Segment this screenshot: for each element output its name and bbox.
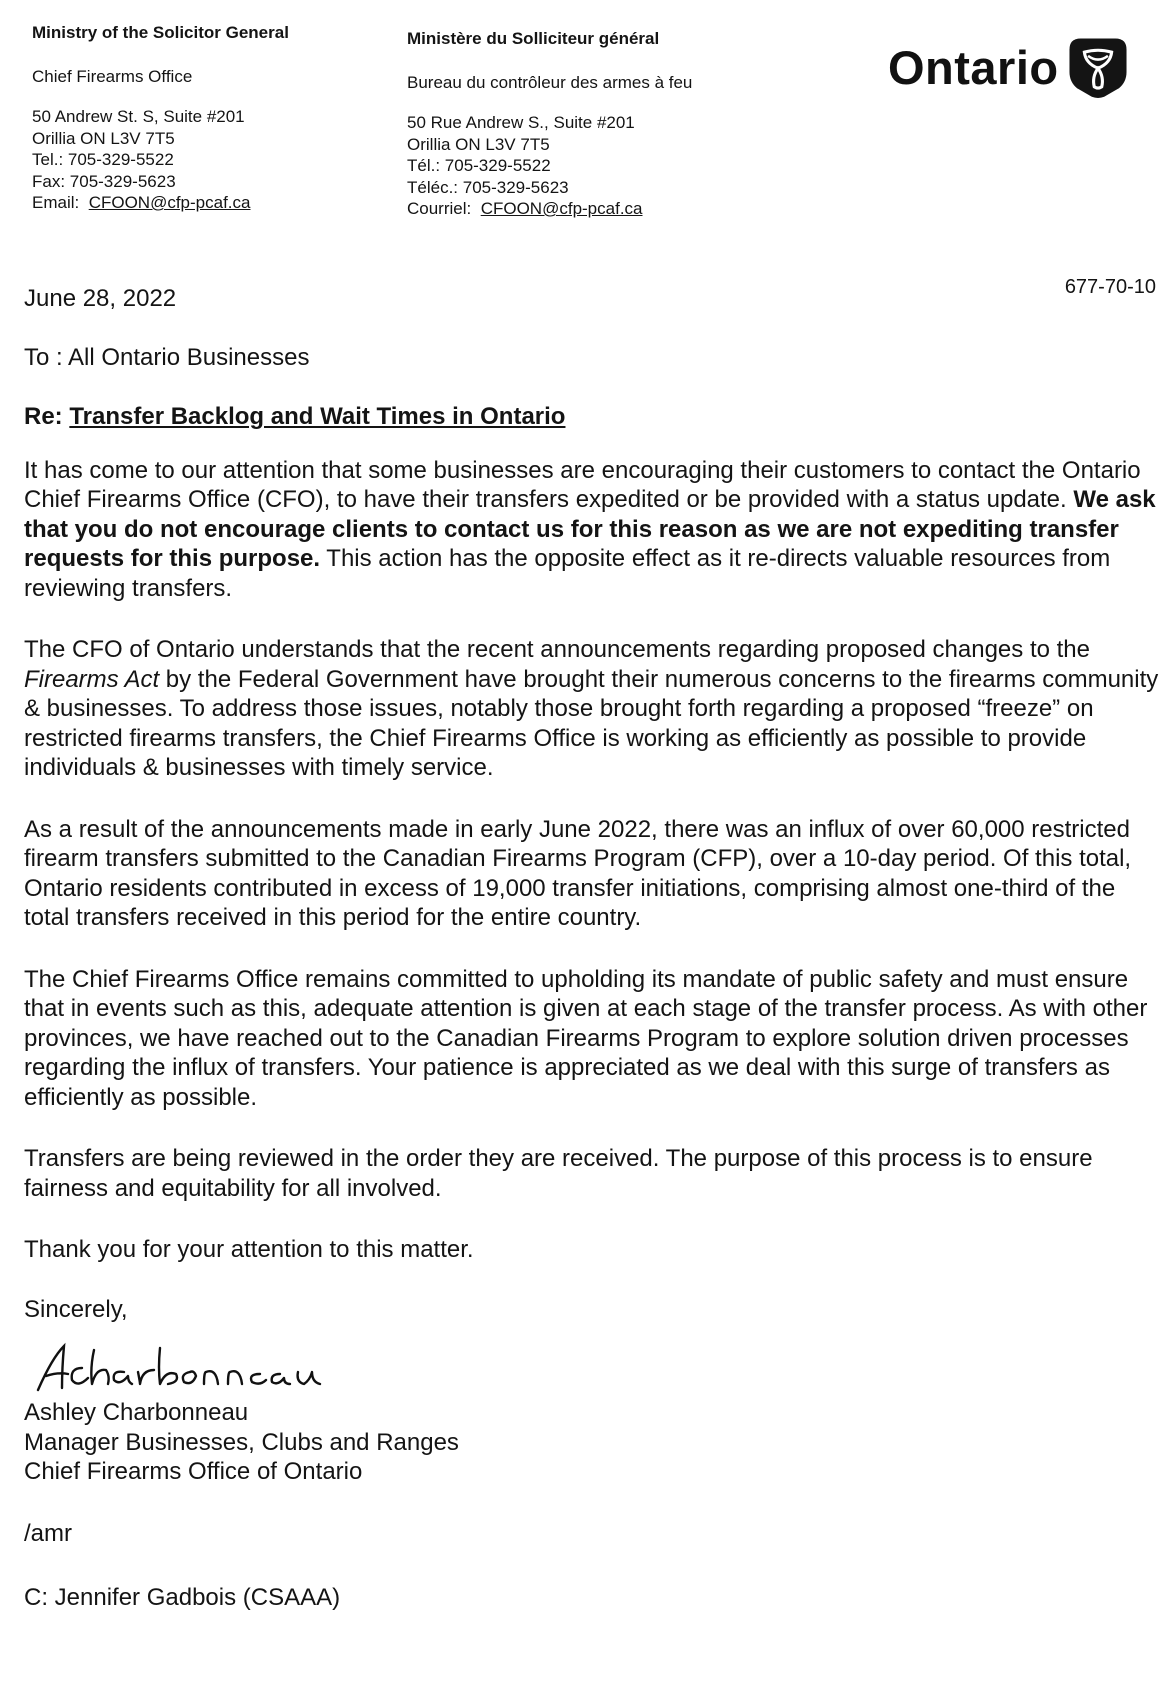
handwritten-signature bbox=[32, 1338, 332, 1398]
letter-subject-line bbox=[24, 402, 1159, 432]
letter-body bbox=[24, 284, 1159, 1613]
email-link-en[interactable]: CFOON@cfp-pcaf.ca bbox=[88, 193, 251, 212]
letter-date: June 28, 2022 bbox=[24, 285, 177, 312]
tel-en: Tel.: 705-329-5522 bbox=[32, 150, 174, 169]
subject-label: Re: bbox=[24, 403, 63, 430]
trillium-icon bbox=[1067, 36, 1129, 98]
office-name-fr: Bureau du contrôleur des armes à feu bbox=[407, 72, 693, 92]
fax-en: Fax: 705-329-5623 bbox=[32, 171, 176, 191]
signer-office: Chief Firearms Office of Ontario bbox=[24, 1458, 363, 1485]
paragraph-2-end: by the Federal Government have brought their numerous concerns to the firearms community & businesses. To address those issues, notably those brought forth regarding a proposed “freeze” on restricted firearms transfers, the Chief Firearms Office is working as efficiently as possible to provide individuals & businesses with timely service. bbox=[24, 665, 1159, 781]
paragraph-1-intro: It has come to our attention that some businesses are encouraging their customers to contact the Ontario Chief Firearms Office (CFO), to have their transfers expedited or be provided with a status update. bbox=[24, 456, 1141, 513]
header-english bbox=[32, 22, 289, 214]
email-row-en bbox=[32, 192, 289, 214]
closing: Sincerely, bbox=[24, 1295, 128, 1323]
address-line2-fr: Orillia ON L3V 7T5 bbox=[407, 134, 550, 154]
thank-you-line: Thank you for your attention to this matter. bbox=[24, 1236, 474, 1263]
email-link-fr[interactable]: CFOON@cfp-pcaf.ca bbox=[480, 199, 643, 218]
paragraph-2 bbox=[24, 635, 1159, 783]
tel-fr: Tél.: 705-329-5522 bbox=[407, 156, 551, 175]
paragraph-1-end: This action has the opposite effect as it re-directs valuable resources from reviewing transfers. bbox=[24, 545, 1111, 602]
paragraph-2-italic: Firearms Act bbox=[24, 665, 160, 693]
paragraph-5: Transfers are being reviewed in the order they are received. The purpose of this process is to ensure fairness and equitability for all involved. bbox=[24, 1145, 1093, 1202]
subject-text: Transfer Backlog and Wait Times in Ontario bbox=[69, 403, 566, 430]
ontario-logo bbox=[888, 36, 1129, 98]
header-french bbox=[407, 28, 692, 220]
fax-fr: Téléc.: 705-329-5623 bbox=[407, 177, 569, 197]
reference-number: 677-70-10 bbox=[1064, 276, 1156, 298]
typist-initials: /amr bbox=[24, 1519, 72, 1547]
signer-title: Manager Businesses, Clubs and Ranges bbox=[24, 1428, 459, 1456]
email-label-en: Email: bbox=[32, 193, 80, 212]
address-line1-fr: 50 Rue Andrew S., Suite #201 bbox=[407, 113, 635, 132]
paragraph-3: As a result of the announcements made in early June 2022, there was an influx of over 60,000 restricted firearm transfers submitted to the Canadian Firearms Program (CFP), over a 10-day period. Of this total, Ontario residents contributed in excess of 19,000 transfer initiations, comprising almost one-third of the total transfers received in this period for the entire country. bbox=[24, 815, 1132, 931]
office-name-en: Chief Firearms Office bbox=[32, 66, 193, 86]
address-line1-en: 50 Andrew St. S, Suite #201 bbox=[32, 107, 245, 126]
ministry-name-en: Ministry of the Solicitor General bbox=[32, 23, 289, 42]
paragraph-1-bold: We ask that you do not encourage clients to contact us for this reason as we are not expediting transfer requests for this purpose. bbox=[24, 486, 1156, 572]
carbon-copy: C: Jennifer Gadbois (CSAAA) bbox=[24, 1584, 341, 1611]
signer-name: Ashley Charbonneau bbox=[24, 1399, 249, 1426]
ministry-name-fr: Ministère du Solliciteur général bbox=[407, 29, 660, 48]
paragraph-2-intro: The CFO of Ontario understands that the recent announcements regarding proposed changes to the bbox=[24, 636, 1090, 663]
email-label-fr: Courriel: bbox=[407, 199, 472, 218]
letter-recipient: To : All Ontario Businesses bbox=[24, 343, 310, 371]
ontario-wordmark: Ontario bbox=[888, 40, 1059, 94]
email-row-fr bbox=[407, 198, 692, 220]
paragraph-4: The Chief Firearms Office remains committed to upholding its mandate of public safety and must ensure that in events such as this, adequate attention is given at each stage of the transfer process. As with other provinces, we have reached out to the Canadian Firearms Program to explore solution driven processes regarding the influx of transfers. Your patience is appreciated as we deal with this surge of transfers as efficiently as possible. bbox=[24, 965, 1148, 1111]
paragraph-1 bbox=[24, 456, 1159, 604]
address-line2-en: Orillia ON L3V 7T5 bbox=[32, 128, 175, 148]
